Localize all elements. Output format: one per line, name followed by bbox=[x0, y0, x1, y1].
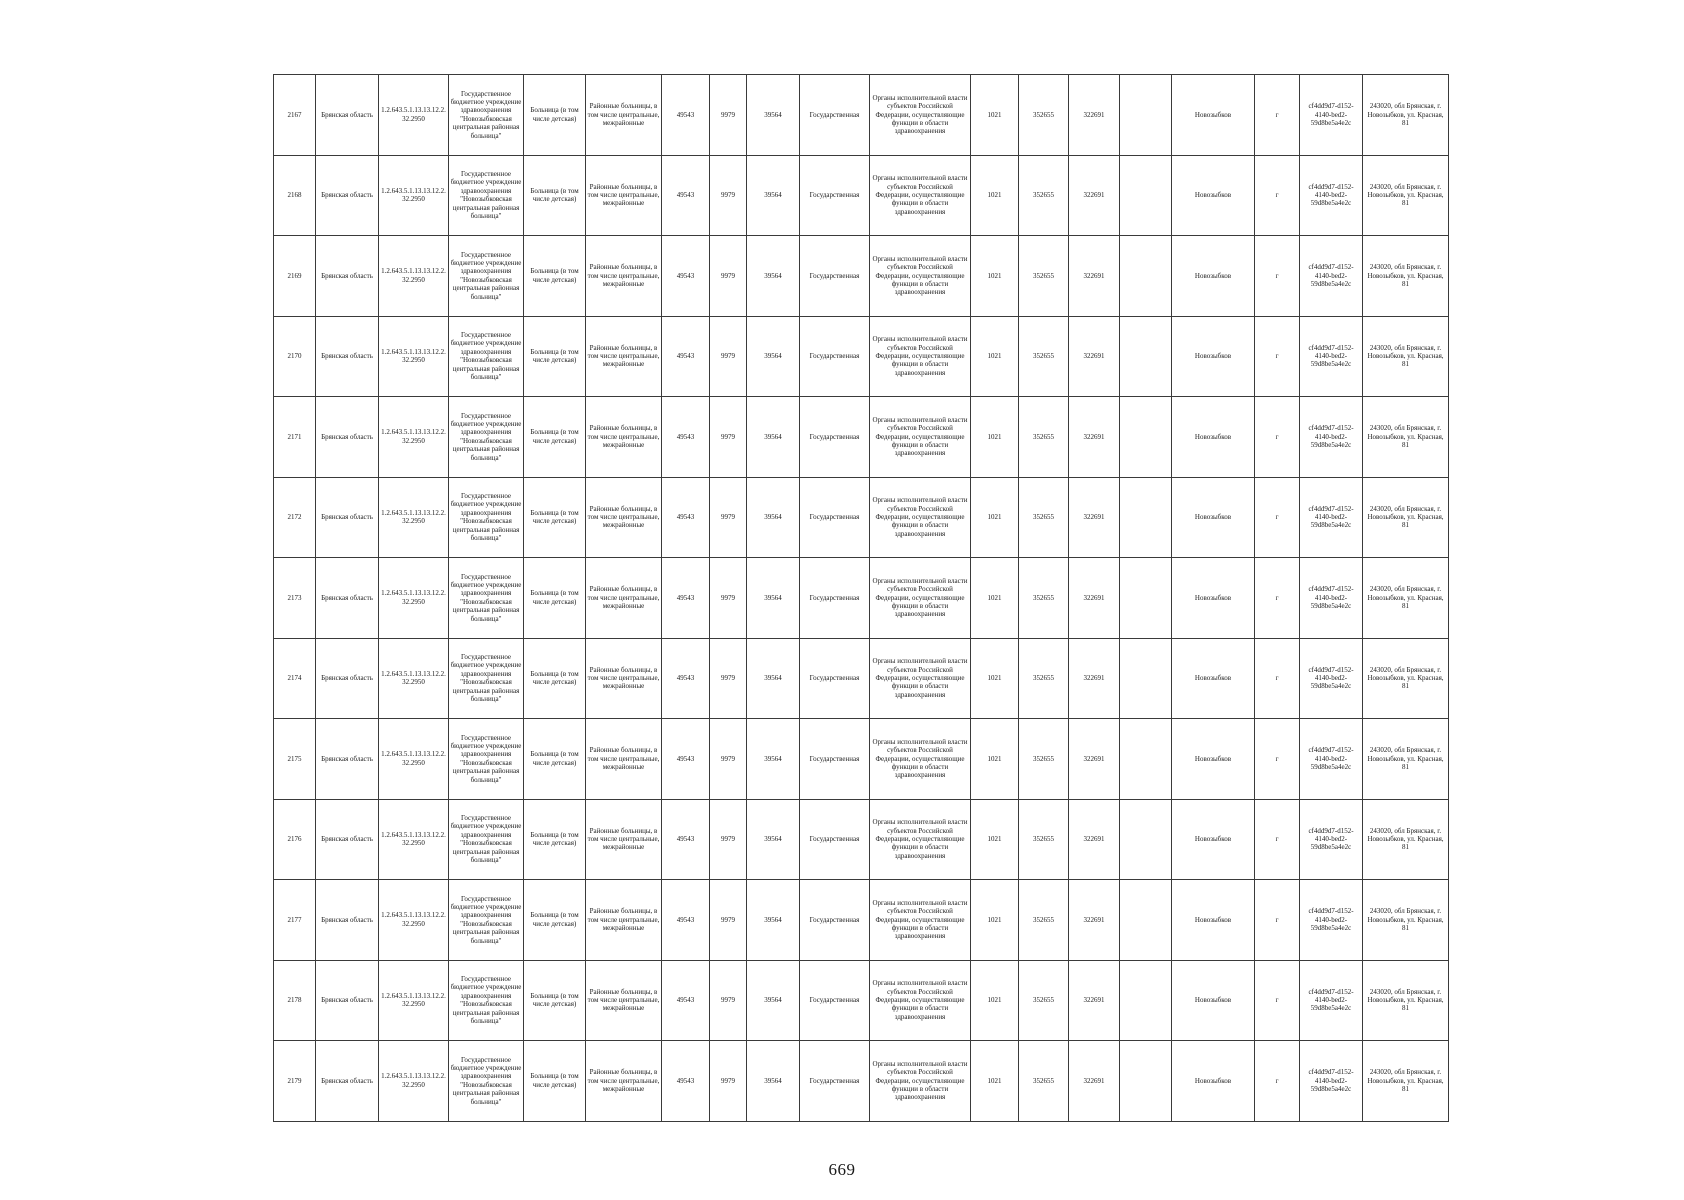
cell-organization-name: Государственное бюджетное учреждение здравоохранения "Новозыбковская центральная районная больница" bbox=[449, 880, 524, 961]
cell-governing-authority: Органы исполнительной власти субъектов Российской Федерации, осуществляющие функции в области здравоохранения bbox=[870, 638, 971, 719]
cell-organization-name: Государственное бюджетное учреждение здравоохранения "Новозыбковская центральная районная больница" bbox=[449, 155, 524, 236]
cell-region: Брянская область bbox=[316, 397, 379, 478]
cell-value-4: 1021 bbox=[971, 799, 1019, 880]
cell-settlement-type: г bbox=[1255, 155, 1300, 236]
cell-value-6: 322691 bbox=[1069, 558, 1120, 639]
cell-row-number: 2167 bbox=[274, 75, 316, 156]
cell-value-5: 352655 bbox=[1019, 558, 1069, 639]
cell-oid-code: 1.2.643.5.1.13.13.12.2.32.2950 bbox=[379, 719, 449, 800]
cell-settlement-type: г bbox=[1255, 799, 1300, 880]
cell-value-6: 322691 bbox=[1069, 316, 1120, 397]
cell-governing-authority: Органы исполнительной власти субъектов Российской Федерации, осуществляющие функции в области здравоохранения bbox=[870, 960, 971, 1041]
cell-postal-address: 243020, обл Брянская, г. Новозыбков, ул. Красная, 81 bbox=[1363, 477, 1449, 558]
cell-organization-name: Государственное бюджетное учреждение здравоохранения "Новозыбковская центральная районная больница" bbox=[449, 558, 524, 639]
cell-facility-subtype: Районные больницы, в том числе центральные, межрайонные bbox=[586, 960, 662, 1041]
cell-row-number: 2173 bbox=[274, 558, 316, 639]
cell-value-5: 352655 bbox=[1019, 477, 1069, 558]
cell-governing-authority: Органы исполнительной власти субъектов Российской Федерации, осуществляющие функции в области здравоохранения bbox=[870, 236, 971, 317]
cell-facility-type: Больница (в том числе детская) bbox=[524, 558, 586, 639]
cell-ownership-form: Государственная bbox=[800, 880, 870, 961]
cell-organization-name: Государственное бюджетное учреждение здравоохранения "Новозыбковская центральная районная больница" bbox=[449, 236, 524, 317]
cell-facility-type: Больница (в том числе детская) bbox=[524, 477, 586, 558]
cell-ownership-form: Государственная bbox=[800, 799, 870, 880]
cell-oid-code: 1.2.643.5.1.13.13.12.2.32.2950 bbox=[379, 638, 449, 719]
cell-value-6: 322691 bbox=[1069, 880, 1120, 961]
cell-value-1: 49543 bbox=[662, 960, 710, 1041]
cell-facility-type: Больница (в том числе детская) bbox=[524, 880, 586, 961]
cell-postal-address: 243020, обл Брянская, г. Новозыбков, ул. Красная, 81 bbox=[1363, 75, 1449, 156]
cell-value-1: 49543 bbox=[662, 75, 710, 156]
cell-region: Брянская область bbox=[316, 155, 379, 236]
cell-ownership-form: Государственная bbox=[800, 316, 870, 397]
cell-value-1: 49543 bbox=[662, 1041, 710, 1122]
cell-value-4: 1021 bbox=[971, 880, 1019, 961]
cell-row-number: 2176 bbox=[274, 799, 316, 880]
cell-region: Брянская область bbox=[316, 719, 379, 800]
cell-settlement-type: г bbox=[1255, 316, 1300, 397]
cell-value-2: 9979 bbox=[710, 75, 747, 156]
cell-empty-cell bbox=[1120, 1041, 1172, 1122]
table-row bbox=[274, 155, 1449, 236]
cell-governing-authority: Органы исполнительной власти субъектов Российской Федерации, осуществляющие функции в области здравоохранения bbox=[870, 1041, 971, 1122]
cell-city-name: Новозыбков bbox=[1172, 75, 1255, 156]
cell-region: Брянская область bbox=[316, 960, 379, 1041]
cell-oid-code: 1.2.643.5.1.13.13.12.2.32.2950 bbox=[379, 75, 449, 156]
cell-governing-authority: Органы исполнительной власти субъектов Российской Федерации, осуществляющие функции в области здравоохранения bbox=[870, 880, 971, 961]
cell-value-1: 49543 bbox=[662, 477, 710, 558]
cell-fias-guid: cf4dd9d7-d152-4140-bed2-59d8be5a4e2c bbox=[1300, 75, 1363, 156]
cell-empty-cell bbox=[1120, 397, 1172, 478]
cell-region: Брянская область bbox=[316, 880, 379, 961]
cell-row-number: 2178 bbox=[274, 960, 316, 1041]
cell-region: Брянская область bbox=[316, 558, 379, 639]
cell-fias-guid: cf4dd9d7-d152-4140-bed2-59d8be5a4e2c bbox=[1300, 236, 1363, 317]
cell-value-1: 49543 bbox=[662, 558, 710, 639]
cell-fias-guid: cf4dd9d7-d152-4140-bed2-59d8be5a4e2c bbox=[1300, 960, 1363, 1041]
cell-ownership-form: Государственная bbox=[800, 477, 870, 558]
cell-postal-address: 243020, обл Брянская, г. Новозыбков, ул. Красная, 81 bbox=[1363, 960, 1449, 1041]
cell-empty-cell bbox=[1120, 155, 1172, 236]
cell-empty-cell bbox=[1120, 638, 1172, 719]
cell-ownership-form: Государственная bbox=[800, 397, 870, 478]
table-body bbox=[274, 75, 1449, 1122]
cell-city-name: Новозыбков bbox=[1172, 397, 1255, 478]
cell-ownership-form: Государственная bbox=[800, 1041, 870, 1122]
cell-value-4: 1021 bbox=[971, 316, 1019, 397]
cell-city-name: Новозыбков bbox=[1172, 558, 1255, 639]
cell-value-5: 352655 bbox=[1019, 638, 1069, 719]
cell-row-number: 2174 bbox=[274, 638, 316, 719]
cell-row-number: 2169 bbox=[274, 236, 316, 317]
cell-value-4: 1021 bbox=[971, 397, 1019, 478]
table-row bbox=[274, 236, 1449, 317]
cell-value-3: 39564 bbox=[747, 638, 800, 719]
cell-row-number: 2172 bbox=[274, 477, 316, 558]
cell-value-3: 39564 bbox=[747, 75, 800, 156]
cell-value-3: 39564 bbox=[747, 397, 800, 478]
cell-row-number: 2170 bbox=[274, 316, 316, 397]
cell-postal-address: 243020, обл Брянская, г. Новозыбков, ул. Красная, 81 bbox=[1363, 880, 1449, 961]
cell-postal-address: 243020, обл Брянская, г. Новозыбков, ул. Красная, 81 bbox=[1363, 236, 1449, 317]
cell-fias-guid: cf4dd9d7-d152-4140-bed2-59d8be5a4e2c bbox=[1300, 397, 1363, 478]
cell-governing-authority: Органы исполнительной власти субъектов Российской Федерации, осуществляющие функции в области здравоохранения bbox=[870, 558, 971, 639]
cell-facility-type: Больница (в том числе детская) bbox=[524, 155, 586, 236]
cell-city-name: Новозыбков bbox=[1172, 880, 1255, 961]
cell-oid-code: 1.2.643.5.1.13.13.12.2.32.2950 bbox=[379, 477, 449, 558]
cell-value-2: 9979 bbox=[710, 1041, 747, 1122]
cell-organization-name: Государственное бюджетное учреждение здравоохранения "Новозыбковская центральная районная больница" bbox=[449, 960, 524, 1041]
cell-city-name: Новозыбков bbox=[1172, 719, 1255, 800]
cell-postal-address: 243020, обл Брянская, г. Новозыбков, ул. Красная, 81 bbox=[1363, 1041, 1449, 1122]
cell-value-3: 39564 bbox=[747, 236, 800, 317]
cell-empty-cell bbox=[1120, 960, 1172, 1041]
cell-facility-type: Больница (в том числе детская) bbox=[524, 638, 586, 719]
table-row bbox=[274, 638, 1449, 719]
cell-value-2: 9979 bbox=[710, 558, 747, 639]
cell-value-4: 1021 bbox=[971, 155, 1019, 236]
cell-fias-guid: cf4dd9d7-d152-4140-bed2-59d8be5a4e2c bbox=[1300, 880, 1363, 961]
cell-facility-subtype: Районные больницы, в том числе центральные, межрайонные bbox=[586, 638, 662, 719]
cell-ownership-form: Государственная bbox=[800, 75, 870, 156]
cell-value-4: 1021 bbox=[971, 75, 1019, 156]
cell-value-1: 49543 bbox=[662, 316, 710, 397]
cell-ownership-form: Государственная bbox=[800, 960, 870, 1041]
cell-governing-authority: Органы исполнительной власти субъектов Российской Федерации, осуществляющие функции в области здравоохранения bbox=[870, 719, 971, 800]
cell-oid-code: 1.2.643.5.1.13.13.12.2.32.2950 bbox=[379, 316, 449, 397]
cell-city-name: Новозыбков bbox=[1172, 155, 1255, 236]
cell-governing-authority: Органы исполнительной власти субъектов Российской Федерации, осуществляющие функции в области здравоохранения bbox=[870, 155, 971, 236]
cell-value-5: 352655 bbox=[1019, 880, 1069, 961]
cell-value-4: 1021 bbox=[971, 638, 1019, 719]
cell-value-1: 49543 bbox=[662, 638, 710, 719]
cell-value-5: 352655 bbox=[1019, 236, 1069, 317]
cell-value-1: 49543 bbox=[662, 719, 710, 800]
cell-postal-address: 243020, обл Брянская, г. Новозыбков, ул. Красная, 81 bbox=[1363, 316, 1449, 397]
cell-value-2: 9979 bbox=[710, 397, 747, 478]
cell-settlement-type: г bbox=[1255, 880, 1300, 961]
cell-facility-subtype: Районные больницы, в том числе центральные, межрайонные bbox=[586, 880, 662, 961]
cell-empty-cell bbox=[1120, 477, 1172, 558]
cell-organization-name: Государственное бюджетное учреждение здравоохранения "Новозыбковская центральная районная больница" bbox=[449, 75, 524, 156]
cell-value-1: 49543 bbox=[662, 799, 710, 880]
cell-region: Брянская область bbox=[316, 477, 379, 558]
cell-facility-subtype: Районные больницы, в том числе центральные, межрайонные bbox=[586, 477, 662, 558]
cell-ownership-form: Государственная bbox=[800, 236, 870, 317]
cell-value-5: 352655 bbox=[1019, 155, 1069, 236]
cell-facility-type: Больница (в том числе детская) bbox=[524, 75, 586, 156]
cell-fias-guid: cf4dd9d7-d152-4140-bed2-59d8be5a4e2c bbox=[1300, 155, 1363, 236]
cell-facility-type: Больница (в том числе детская) bbox=[524, 799, 586, 880]
cell-facility-subtype: Районные больницы, в том числе центральные, межрайонные bbox=[586, 799, 662, 880]
cell-oid-code: 1.2.643.5.1.13.13.12.2.32.2950 bbox=[379, 880, 449, 961]
table-row bbox=[274, 397, 1449, 478]
cell-postal-address: 243020, обл Брянская, г. Новозыбков, ул. Красная, 81 bbox=[1363, 397, 1449, 478]
cell-value-3: 39564 bbox=[747, 960, 800, 1041]
cell-region: Брянская область bbox=[316, 638, 379, 719]
cell-ownership-form: Государственная bbox=[800, 155, 870, 236]
cell-value-6: 322691 bbox=[1069, 75, 1120, 156]
cell-oid-code: 1.2.643.5.1.13.13.12.2.32.2950 bbox=[379, 155, 449, 236]
cell-governing-authority: Органы исполнительной власти субъектов Российской Федерации, осуществляющие функции в области здравоохранения bbox=[870, 477, 971, 558]
cell-city-name: Новозыбков bbox=[1172, 316, 1255, 397]
cell-empty-cell bbox=[1120, 236, 1172, 317]
cell-value-6: 322691 bbox=[1069, 719, 1120, 800]
cell-city-name: Новозыбков bbox=[1172, 477, 1255, 558]
cell-facility-type: Больница (в том числе детская) bbox=[524, 719, 586, 800]
cell-value-2: 9979 bbox=[710, 477, 747, 558]
cell-city-name: Новозыбков bbox=[1172, 236, 1255, 317]
cell-oid-code: 1.2.643.5.1.13.13.12.2.32.2950 bbox=[379, 799, 449, 880]
cell-city-name: Новозыбков bbox=[1172, 799, 1255, 880]
cell-row-number: 2177 bbox=[274, 880, 316, 961]
cell-value-5: 352655 bbox=[1019, 1041, 1069, 1122]
cell-settlement-type: г bbox=[1255, 638, 1300, 719]
cell-value-1: 49543 bbox=[662, 155, 710, 236]
cell-settlement-type: г bbox=[1255, 477, 1300, 558]
cell-row-number: 2171 bbox=[274, 397, 316, 478]
cell-value-4: 1021 bbox=[971, 960, 1019, 1041]
cell-governing-authority: Органы исполнительной власти субъектов Российской Федерации, осуществляющие функции в области здравоохранения bbox=[870, 397, 971, 478]
cell-value-6: 322691 bbox=[1069, 960, 1120, 1041]
cell-organization-name: Государственное бюджетное учреждение здравоохранения "Новозыбковская центральная районная больница" bbox=[449, 316, 524, 397]
cell-postal-address: 243020, обл Брянская, г. Новозыбков, ул. Красная, 81 bbox=[1363, 799, 1449, 880]
cell-organization-name: Государственное бюджетное учреждение здравоохранения "Новозыбковская центральная районная больница" bbox=[449, 477, 524, 558]
cell-value-2: 9979 bbox=[710, 236, 747, 317]
cell-value-2: 9979 bbox=[710, 155, 747, 236]
cell-settlement-type: г bbox=[1255, 75, 1300, 156]
cell-value-6: 322691 bbox=[1069, 236, 1120, 317]
cell-settlement-type: г bbox=[1255, 960, 1300, 1041]
table-row bbox=[274, 558, 1449, 639]
cell-fias-guid: cf4dd9d7-d152-4140-bed2-59d8be5a4e2c bbox=[1300, 799, 1363, 880]
cell-value-3: 39564 bbox=[747, 155, 800, 236]
cell-oid-code: 1.2.643.5.1.13.13.12.2.32.2950 bbox=[379, 397, 449, 478]
cell-value-2: 9979 bbox=[710, 316, 747, 397]
cell-value-1: 49543 bbox=[662, 236, 710, 317]
cell-postal-address: 243020, обл Брянская, г. Новозыбков, ул. Красная, 81 bbox=[1363, 558, 1449, 639]
cell-value-4: 1021 bbox=[971, 477, 1019, 558]
cell-value-3: 39564 bbox=[747, 316, 800, 397]
cell-region: Брянская область bbox=[316, 316, 379, 397]
cell-value-4: 1021 bbox=[971, 236, 1019, 317]
page-number: 669 bbox=[828, 1160, 856, 1179]
cell-value-3: 39564 bbox=[747, 880, 800, 961]
cell-settlement-type: г bbox=[1255, 236, 1300, 317]
table-row bbox=[274, 880, 1449, 961]
cell-value-2: 9979 bbox=[710, 799, 747, 880]
cell-empty-cell bbox=[1120, 316, 1172, 397]
cell-oid-code: 1.2.643.5.1.13.13.12.2.32.2950 bbox=[379, 236, 449, 317]
cell-facility-type: Больница (в том числе детская) bbox=[524, 397, 586, 478]
cell-facility-type: Больница (в том числе детская) bbox=[524, 1041, 586, 1122]
cell-organization-name: Государственное бюджетное учреждение здравоохранения "Новозыбковская центральная районная больница" bbox=[449, 1041, 524, 1122]
cell-fias-guid: cf4dd9d7-d152-4140-bed2-59d8be5a4e2c bbox=[1300, 316, 1363, 397]
cell-oid-code: 1.2.643.5.1.13.13.12.2.32.2950 bbox=[379, 558, 449, 639]
cell-value-2: 9979 bbox=[710, 960, 747, 1041]
cell-value-3: 39564 bbox=[747, 1041, 800, 1122]
cell-governing-authority: Органы исполнительной власти субъектов Российской Федерации, осуществляющие функции в области здравоохранения bbox=[870, 799, 971, 880]
cell-empty-cell bbox=[1120, 880, 1172, 961]
table-row bbox=[274, 960, 1449, 1041]
cell-ownership-form: Государственная bbox=[800, 558, 870, 639]
cell-fias-guid: cf4dd9d7-d152-4140-bed2-59d8be5a4e2c bbox=[1300, 1041, 1363, 1122]
cell-value-5: 352655 bbox=[1019, 799, 1069, 880]
cell-oid-code: 1.2.643.5.1.13.13.12.2.32.2950 bbox=[379, 1041, 449, 1122]
cell-facility-subtype: Районные больницы, в том числе центральные, межрайонные bbox=[586, 236, 662, 317]
cell-organization-name: Государственное бюджетное учреждение здравоохранения "Новозыбковская центральная районная больница" bbox=[449, 799, 524, 880]
cell-value-3: 39564 bbox=[747, 799, 800, 880]
cell-postal-address: 243020, обл Брянская, г. Новозыбков, ул. Красная, 81 bbox=[1363, 155, 1449, 236]
cell-facility-subtype: Районные больницы, в том числе центральные, межрайонные bbox=[586, 558, 662, 639]
cell-facility-subtype: Районные больницы, в том числе центральные, межрайонные bbox=[586, 155, 662, 236]
cell-value-3: 39564 bbox=[747, 477, 800, 558]
cell-fias-guid: cf4dd9d7-d152-4140-bed2-59d8be5a4e2c bbox=[1300, 719, 1363, 800]
cell-value-4: 1021 bbox=[971, 719, 1019, 800]
cell-value-6: 322691 bbox=[1069, 155, 1120, 236]
cell-value-2: 9979 bbox=[710, 638, 747, 719]
cell-value-3: 39564 bbox=[747, 558, 800, 639]
cell-value-5: 352655 bbox=[1019, 397, 1069, 478]
cell-value-1: 49543 bbox=[662, 397, 710, 478]
table-row bbox=[274, 799, 1449, 880]
cell-value-6: 322691 bbox=[1069, 477, 1120, 558]
cell-postal-address: 243020, обл Брянская, г. Новозыбков, ул. Красная, 81 bbox=[1363, 719, 1449, 800]
cell-facility-subtype: Районные больницы, в том числе центральные, межрайонные bbox=[586, 719, 662, 800]
cell-city-name: Новозыбков bbox=[1172, 960, 1255, 1041]
cell-value-2: 9979 bbox=[710, 880, 747, 961]
cell-postal-address: 243020, обл Брянская, г. Новозыбков, ул. Красная, 81 bbox=[1363, 638, 1449, 719]
cell-value-6: 322691 bbox=[1069, 799, 1120, 880]
table-row bbox=[274, 477, 1449, 558]
table-row bbox=[274, 316, 1449, 397]
cell-governing-authority: Органы исполнительной власти субъектов Российской Федерации, осуществляющие функции в области здравоохранения bbox=[870, 75, 971, 156]
cell-region: Брянская область bbox=[316, 1041, 379, 1122]
cell-settlement-type: г bbox=[1255, 1041, 1300, 1122]
cell-value-6: 322691 bbox=[1069, 638, 1120, 719]
cell-settlement-type: г bbox=[1255, 719, 1300, 800]
cell-value-5: 352655 bbox=[1019, 719, 1069, 800]
cell-value-5: 352655 bbox=[1019, 960, 1069, 1041]
cell-empty-cell bbox=[1120, 719, 1172, 800]
cell-value-1: 49543 bbox=[662, 880, 710, 961]
cell-organization-name: Государственное бюджетное учреждение здравоохранения "Новозыбковская центральная районная больница" bbox=[449, 638, 524, 719]
cell-facility-subtype: Районные больницы, в том числе центральные, межрайонные bbox=[586, 397, 662, 478]
cell-organization-name: Государственное бюджетное учреждение здравоохранения "Новозыбковская центральная районная больница" bbox=[449, 397, 524, 478]
cell-region: Брянская область bbox=[316, 799, 379, 880]
cell-value-5: 352655 bbox=[1019, 316, 1069, 397]
cell-facility-type: Больница (в том числе детская) bbox=[524, 960, 586, 1041]
cell-organization-name: Государственное бюджетное учреждение здравоохранения "Новозыбковская центральная районная больница" bbox=[449, 719, 524, 800]
cell-value-5: 352655 bbox=[1019, 75, 1069, 156]
table-row bbox=[274, 75, 1449, 156]
cell-row-number: 2179 bbox=[274, 1041, 316, 1122]
cell-value-3: 39564 bbox=[747, 719, 800, 800]
cell-fias-guid: cf4dd9d7-d152-4140-bed2-59d8be5a4e2c bbox=[1300, 638, 1363, 719]
cell-settlement-type: г bbox=[1255, 558, 1300, 639]
cell-facility-subtype: Районные больницы, в том числе центральные, межрайонные bbox=[586, 75, 662, 156]
cell-fias-guid: cf4dd9d7-d152-4140-bed2-59d8be5a4e2c bbox=[1300, 477, 1363, 558]
cell-city-name: Новозыбков bbox=[1172, 1041, 1255, 1122]
cell-facility-type: Больница (в том числе детская) bbox=[524, 236, 586, 317]
registry-table bbox=[273, 74, 1449, 1122]
cell-fias-guid: cf4dd9d7-d152-4140-bed2-59d8be5a4e2c bbox=[1300, 558, 1363, 639]
cell-empty-cell bbox=[1120, 799, 1172, 880]
cell-value-6: 322691 bbox=[1069, 1041, 1120, 1122]
cell-empty-cell bbox=[1120, 558, 1172, 639]
cell-oid-code: 1.2.643.5.1.13.13.12.2.32.2950 bbox=[379, 960, 449, 1041]
cell-region: Брянская область bbox=[316, 75, 379, 156]
cell-city-name: Новозыбков bbox=[1172, 638, 1255, 719]
cell-ownership-form: Государственная bbox=[800, 638, 870, 719]
table-row bbox=[274, 719, 1449, 800]
cell-facility-subtype: Районные больницы, в том числе центральные, межрайонные bbox=[586, 316, 662, 397]
cell-value-2: 9979 bbox=[710, 719, 747, 800]
cell-row-number: 2175 bbox=[274, 719, 316, 800]
cell-empty-cell bbox=[1120, 75, 1172, 156]
cell-settlement-type: г bbox=[1255, 397, 1300, 478]
cell-facility-subtype: Районные больницы, в том числе центральные, межрайонные bbox=[586, 1041, 662, 1122]
table-row bbox=[274, 1041, 1449, 1122]
cell-value-4: 1021 bbox=[971, 1041, 1019, 1122]
cell-governing-authority: Органы исполнительной власти субъектов Российской Федерации, осуществляющие функции в области здравоохранения bbox=[870, 316, 971, 397]
cell-ownership-form: Государственная bbox=[800, 719, 870, 800]
cell-facility-type: Больница (в том числе детская) bbox=[524, 316, 586, 397]
cell-value-4: 1021 bbox=[971, 558, 1019, 639]
cell-value-6: 322691 bbox=[1069, 397, 1120, 478]
cell-region: Брянская область bbox=[316, 236, 379, 317]
cell-row-number: 2168 bbox=[274, 155, 316, 236]
